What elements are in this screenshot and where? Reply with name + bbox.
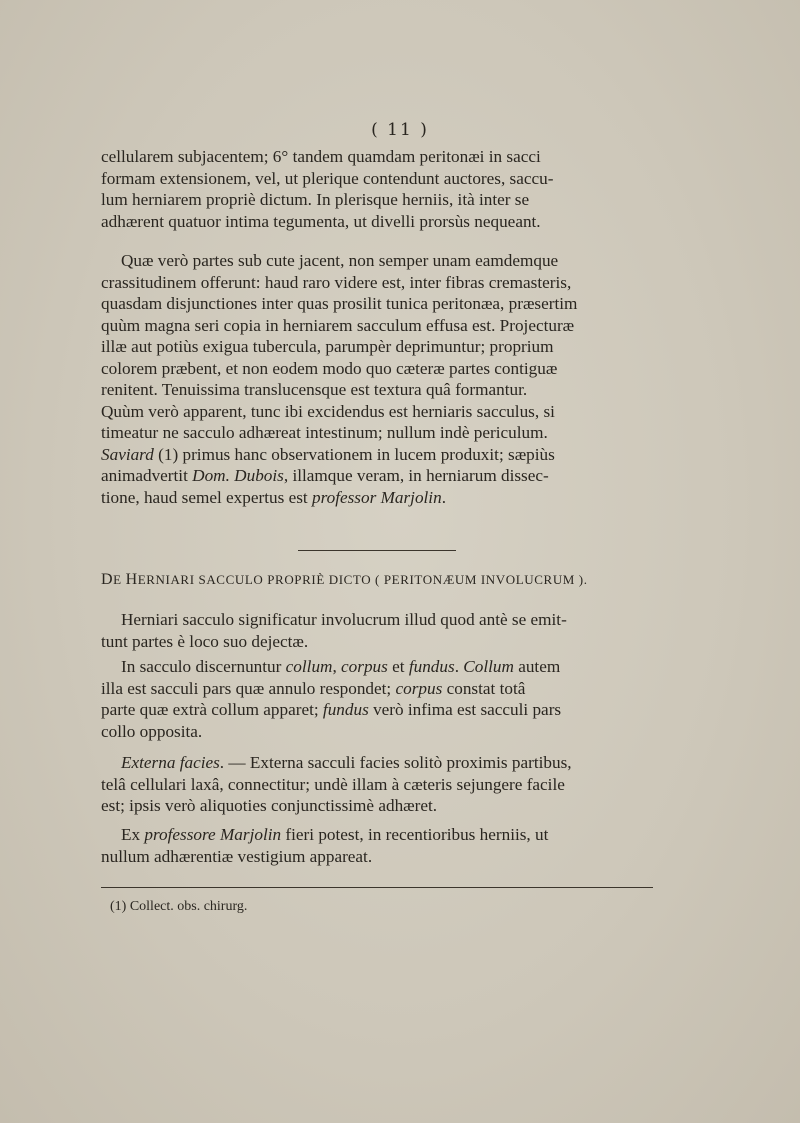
section-heading: DE HERNIARI SACCULO PROPRIÈ DICTO ( PERITONÆUM INVOLUCRUM ). bbox=[101, 571, 588, 588]
text-line: quùm magna seri copia in herniarem sacculum effusa est. Projecturæ bbox=[101, 315, 575, 335]
text-line: cellularem subjacentem; 6° tandem quamdam peritonæi in sacci bbox=[101, 147, 541, 166]
paragraph-6 bbox=[101, 824, 653, 867]
section-divider bbox=[298, 550, 456, 551]
text-line: illa est sacculi pars quæ annulo respondet; corpus constat totâ bbox=[101, 678, 526, 698]
paragraph-1 bbox=[101, 146, 653, 232]
text-line: parte quæ extrà collum apparet; fundus verò infima est sacculi pars bbox=[101, 700, 562, 719]
text-line: formam extensionem, vel, ut plerique contendunt auctores, saccu- bbox=[101, 168, 554, 188]
subheading: Externa facies bbox=[121, 753, 220, 772]
paragraph-2 bbox=[101, 250, 653, 508]
text-line: tunt partes è loco suo dejectæ. bbox=[101, 631, 309, 651]
author-name: professore Marjolin bbox=[144, 825, 282, 844]
text-line: crassitudinem offerunt: haud raro videre est, inter fibras cremasteris, bbox=[101, 272, 572, 292]
footnote: (1) Collect. obs. chirurg. bbox=[110, 899, 248, 914]
text-line: In sacculo discernuntur collum, corpus et fundus. Collum autem bbox=[121, 657, 561, 676]
paragraph-3 bbox=[101, 609, 653, 652]
text-line: tione, haud semel expertus est professor Marjolin. bbox=[101, 487, 446, 507]
text-line: illæ aut potiùs exigua tubercula, parumpèr deprimuntur; proprium bbox=[101, 337, 554, 356]
text-line: collo opposita. bbox=[101, 721, 203, 741]
text-line: Herniari sacculo significatur involucrum illud quod antè se emit- bbox=[121, 610, 567, 629]
text-line: Quæ verò partes sub cute jacent, non semper unam eamdemque bbox=[121, 251, 559, 270]
author-name: Saviard bbox=[101, 444, 154, 464]
author-name: Dom. Dubois bbox=[192, 466, 284, 485]
page-number: ( 11 ) bbox=[371, 120, 429, 140]
author-name: professor Marjolin bbox=[311, 487, 442, 507]
text-line: telâ cellulari laxâ, connectitur; undè illam à cæteris sejungere facile bbox=[101, 774, 565, 794]
text-line: est; ipsis verò aliquoties conjunctissimè adhæret. bbox=[101, 796, 438, 815]
text-line: renitent. Tenuissima translucensque est textura quâ formantur. bbox=[101, 380, 528, 399]
text-line: Saviard (1) primus hanc observationem in lucem produxit; sæpiùs bbox=[101, 444, 555, 464]
text-line: Ex professore Marjolin fieri potest, in recentioribus herniis, ut bbox=[121, 825, 549, 844]
footnote-divider bbox=[101, 887, 653, 888]
text-line: quasdam disjunctiones inter quas prosilit tunica peritonæa, præsertim bbox=[101, 294, 578, 313]
text-line: Externa facies. — Externa sacculi facies solitò proximis partibus, bbox=[121, 753, 572, 772]
text-line: animadvertit Dom. Dubois, illamque veram, in herniarum dissec- bbox=[101, 466, 549, 485]
text-line: adhærent quatuor intima tegumenta, ut divelli prorsùs nequeant. bbox=[101, 211, 541, 231]
text-line: Quùm verò apparent, tunc ibi excidendus est herniaris sacculus, si bbox=[101, 401, 555, 421]
text-line: nullum adhærentiæ vestigium appareat. bbox=[101, 846, 373, 866]
text-line: colorem præbent, et non eodem modo quo cæteræ partes contiguæ bbox=[101, 358, 558, 378]
text-line: timeatur ne sacculo adhæreat intestinum; nullum indè periculum. bbox=[101, 423, 548, 442]
text-line: lum herniarem propriè dictum. In plerisque herniis, ità inter se bbox=[101, 190, 530, 209]
paragraph-5 bbox=[101, 752, 653, 817]
paragraph-4 bbox=[101, 656, 653, 742]
